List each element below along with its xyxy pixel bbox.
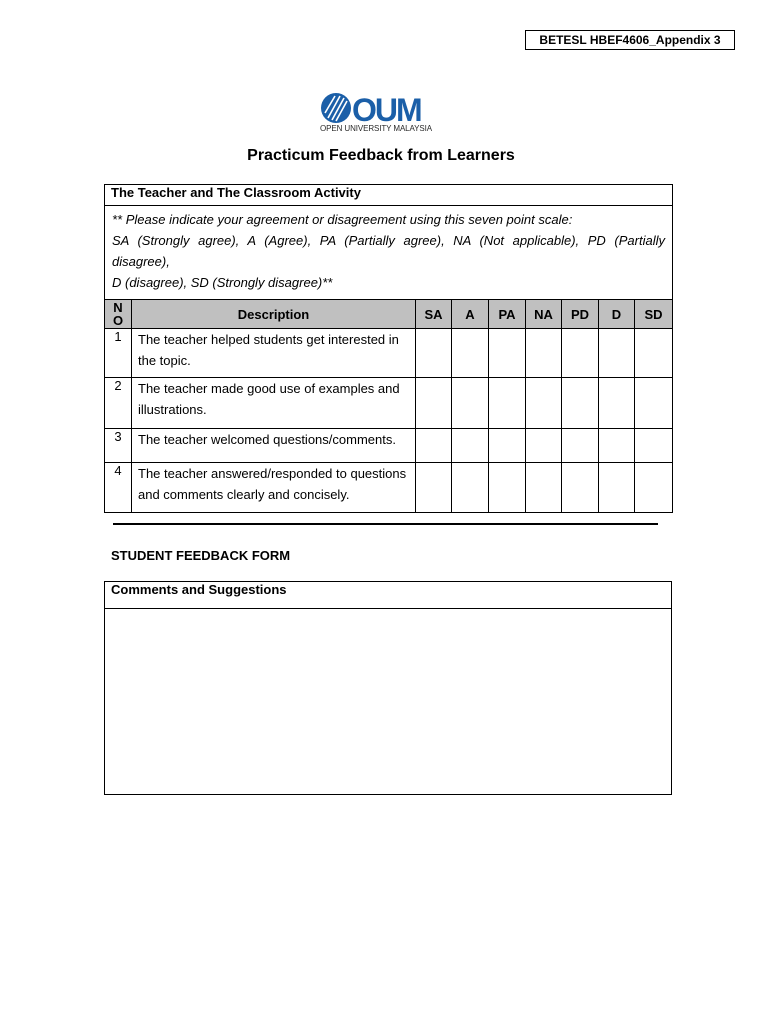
rating-cell-pd[interactable] bbox=[562, 378, 599, 429]
table-row bbox=[105, 463, 673, 513]
rating-cell-pa[interactable] bbox=[489, 429, 526, 463]
col-header-description: Description bbox=[132, 300, 416, 329]
rating-cell-na[interactable] bbox=[526, 429, 562, 463]
rating-cell-sd[interactable] bbox=[635, 378, 673, 429]
document-reference: BETESL HBEF4606_Appendix 3 bbox=[525, 30, 735, 50]
logo-subtitle: OPEN UNIVERSITY MALAYSIA bbox=[320, 124, 433, 133]
instruction-line-1: ** Please indicate your agreement or disagreement using this seven point scale: bbox=[112, 212, 573, 227]
row-description: The teacher helped students get interested in the topic. bbox=[132, 329, 416, 378]
rating-cell-pd[interactable] bbox=[562, 463, 599, 513]
section-title: The Teacher and The Classroom Activity bbox=[105, 185, 673, 206]
column-header-row bbox=[105, 300, 673, 329]
col-header-sd: SD bbox=[635, 300, 673, 329]
page-title: Practicum Feedback from Learners bbox=[247, 147, 515, 164]
rating-cell-d[interactable] bbox=[599, 429, 635, 463]
rating-cell-sd[interactable] bbox=[635, 429, 673, 463]
feedback-table bbox=[104, 184, 673, 513]
rating-cell-a[interactable] bbox=[452, 429, 489, 463]
rating-cell-sa[interactable] bbox=[416, 378, 452, 429]
row-number: 3 bbox=[105, 429, 132, 463]
table-row bbox=[105, 329, 673, 378]
rating-cell-sa[interactable] bbox=[416, 329, 452, 378]
rating-cell-a[interactable] bbox=[452, 463, 489, 513]
row-number: 1 bbox=[105, 329, 132, 378]
rating-cell-sa[interactable] bbox=[416, 429, 452, 463]
rating-cell-d[interactable] bbox=[599, 329, 635, 378]
rating-cell-pa[interactable] bbox=[489, 329, 526, 378]
rating-cell-sd[interactable] bbox=[635, 463, 673, 513]
rating-cell-na[interactable] bbox=[526, 329, 562, 378]
col-header-no: N O bbox=[105, 300, 132, 329]
comments-label: Comments and Suggestions bbox=[105, 582, 671, 609]
rating-cell-a[interactable] bbox=[452, 378, 489, 429]
row-description: The teacher made good use of examples and illustrations. bbox=[132, 378, 416, 429]
col-header-pa: PA bbox=[489, 300, 526, 329]
rating-cell-pd[interactable] bbox=[562, 429, 599, 463]
rating-cell-sd[interactable] bbox=[635, 329, 673, 378]
row-description: The teacher answered/responded to questions and comments clearly and concisely. bbox=[132, 463, 416, 513]
col-header-pd: PD bbox=[562, 300, 599, 329]
rating-cell-pa[interactable] bbox=[489, 463, 526, 513]
logo-mark-text: OUM bbox=[352, 92, 421, 124]
rating-cell-na[interactable] bbox=[526, 378, 562, 429]
table-row bbox=[105, 378, 673, 429]
instruction-line-2: SA (Strongly agree), A (Agree), PA (Partially agree), NA (Not applicable), PD (Partially disagree), bbox=[112, 233, 665, 269]
rating-cell-d[interactable] bbox=[599, 378, 635, 429]
rating-cell-sa[interactable] bbox=[416, 463, 452, 513]
rating-cell-pd[interactable] bbox=[562, 329, 599, 378]
rating-cell-d[interactable] bbox=[599, 463, 635, 513]
scale-instructions bbox=[105, 206, 673, 300]
rating-cell-pa[interactable] bbox=[489, 378, 526, 429]
oum-logo bbox=[320, 92, 432, 138]
instruction-line-3: D (disagree), SD (Strongly disagree)** bbox=[112, 275, 333, 290]
col-header-a: A bbox=[452, 300, 489, 329]
row-number: 4 bbox=[105, 463, 132, 513]
row-number: 2 bbox=[105, 378, 132, 429]
col-header-sa: SA bbox=[416, 300, 452, 329]
rating-cell-na[interactable] bbox=[526, 463, 562, 513]
feedback-form-title: STUDENT FEEDBACK FORM bbox=[111, 548, 291, 563]
col-header-d: D bbox=[599, 300, 635, 329]
table-row bbox=[105, 429, 673, 463]
oum-logo-mark bbox=[320, 92, 432, 124]
comments-box bbox=[104, 581, 672, 795]
comments-input-area[interactable] bbox=[105, 609, 671, 794]
col-header-na: NA bbox=[526, 300, 562, 329]
section-divider bbox=[113, 523, 658, 525]
row-description: The teacher welcomed questions/comments. bbox=[132, 429, 416, 463]
rating-cell-a[interactable] bbox=[452, 329, 489, 378]
